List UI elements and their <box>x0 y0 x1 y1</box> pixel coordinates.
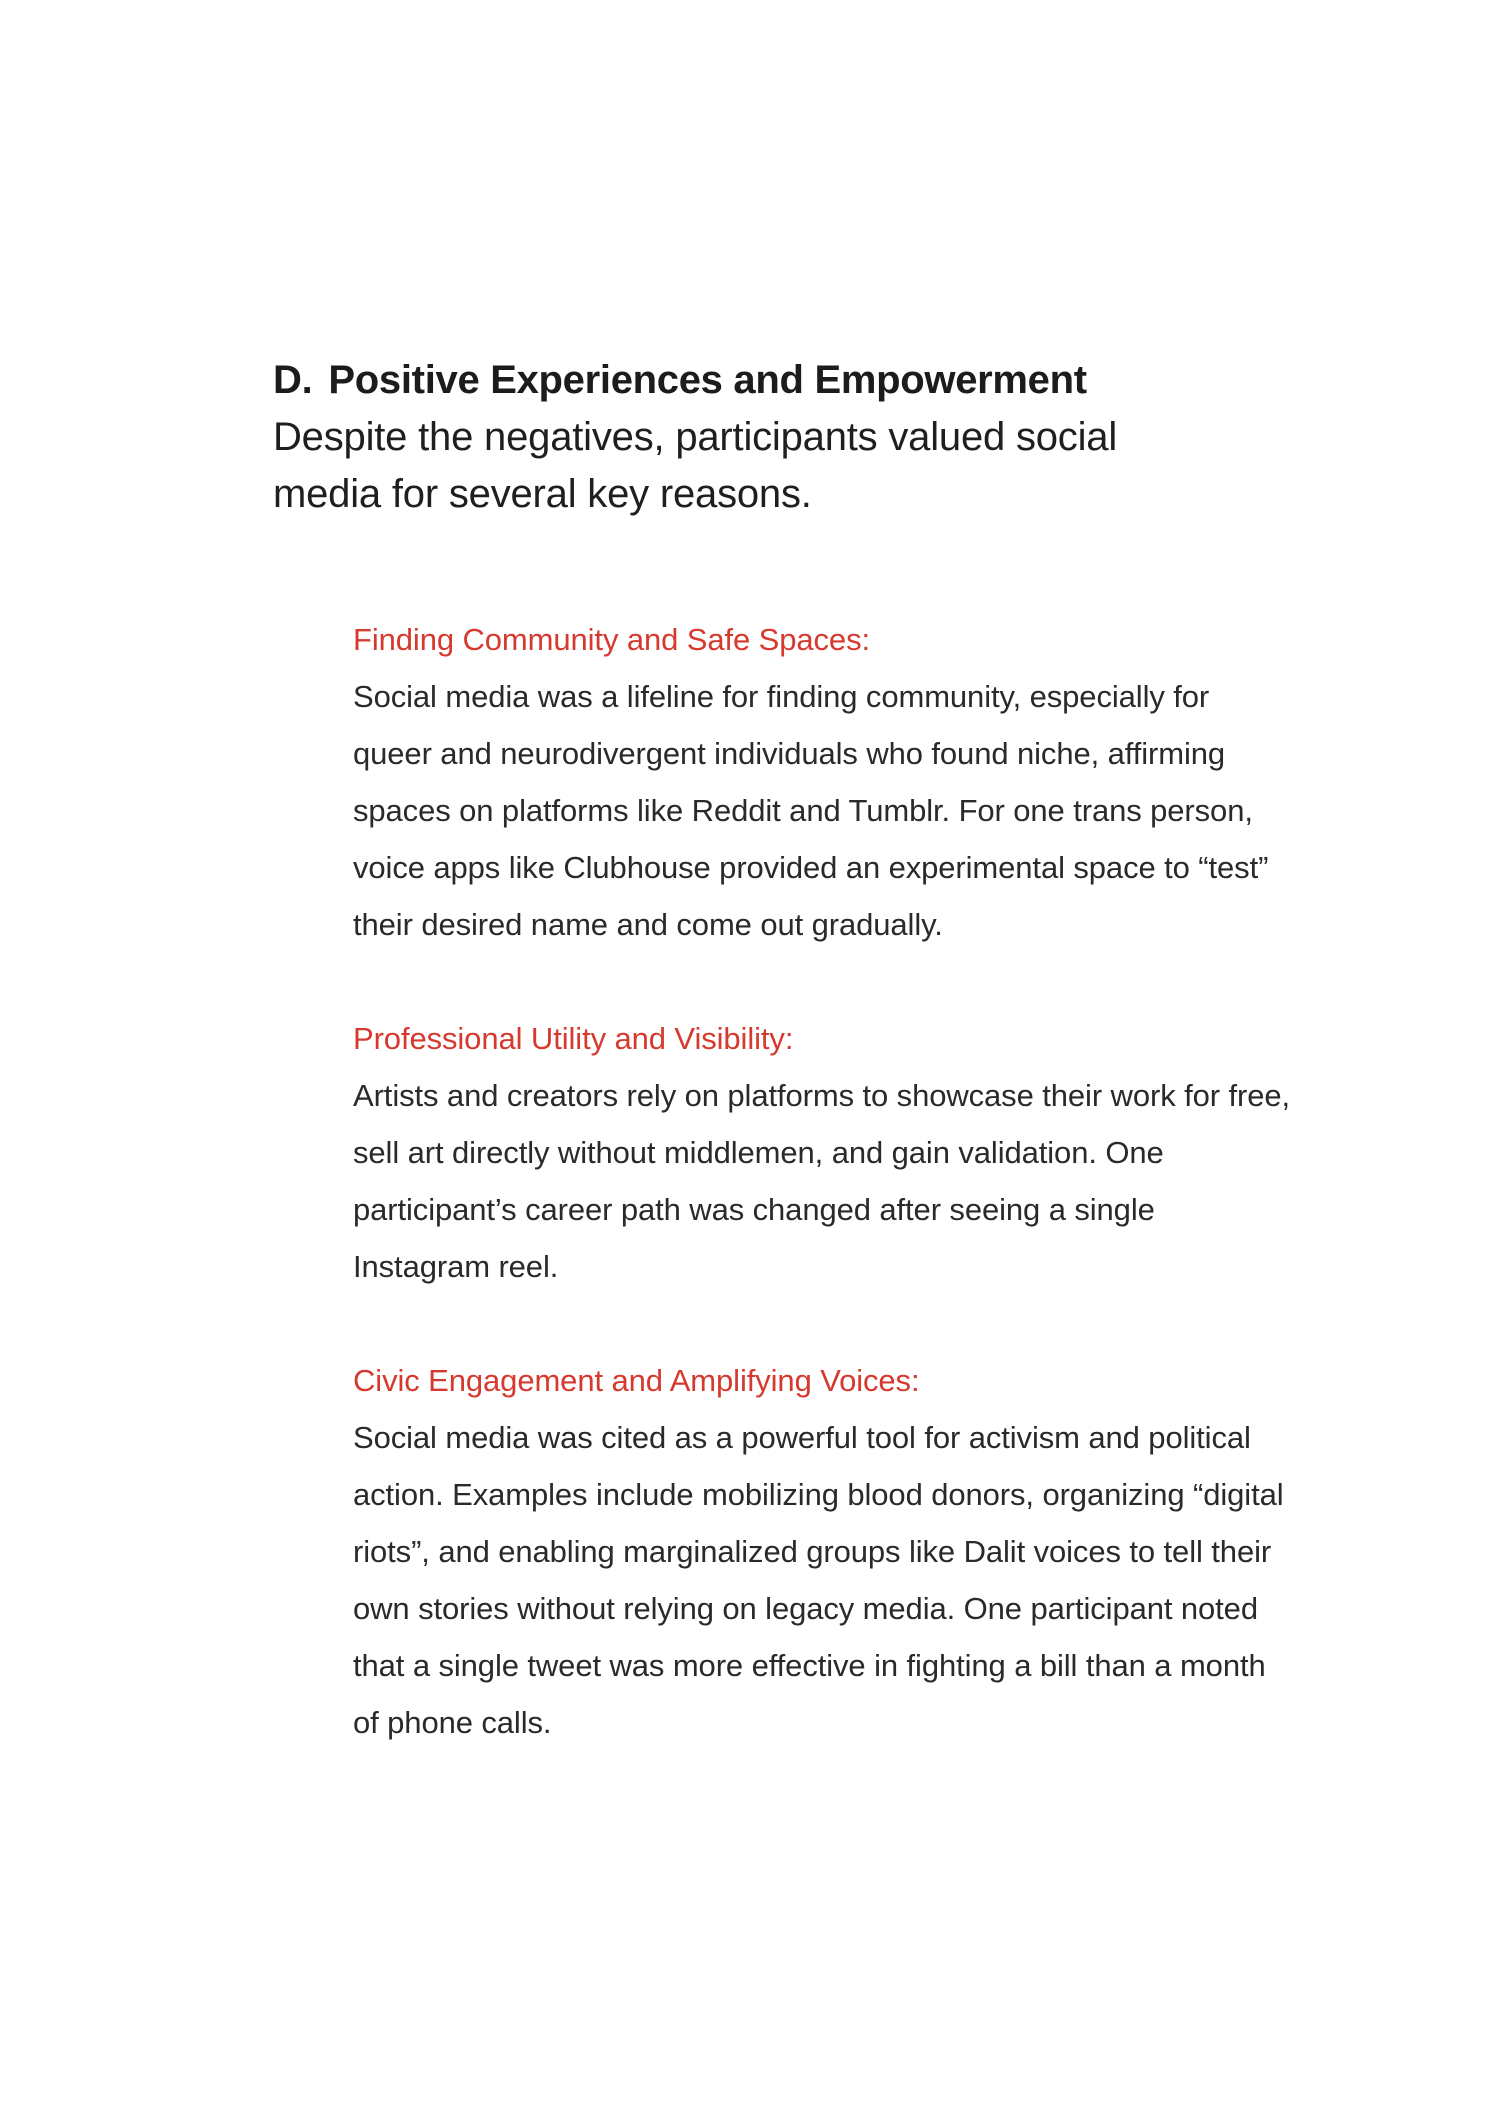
finding-civic <box>353 1352 1293 1751</box>
finding-professional <box>353 1010 1293 1295</box>
section-intro: Despite the negatives, participants valued social media for several key reasons. <box>273 415 1118 516</box>
findings-list <box>353 611 1293 1808</box>
finding-title: Professional Utility and Visibility: <box>353 1021 794 1056</box>
finding-body: Social media was a lifeline for finding community, especially for queer and neurodivergent individuals who found niche, affirming spaces on platforms like Reddit and Tumblr. For one trans person, voice apps like Clubhouse provided an experimental space to “test” their desired name and come out gradually. <box>353 679 1269 942</box>
finding-title: Civic Engagement and Amplifying Voices: <box>353 1363 920 1398</box>
finding-title: Finding Community and Safe Spaces: <box>353 622 870 657</box>
finding-community <box>353 611 1293 953</box>
section-title: Positive Experiences and Empowerment <box>328 358 1087 402</box>
section-letter: D. <box>273 358 313 402</box>
finding-body: Social media was cited as a powerful tool for activism and political action. Examples include mobilizing blood donors, organizing “digital riots”, and enabling marginalized groups like Dalit voices to tell their own stories without relying on legacy media. One participant noted that a single tweet was more effective in fighting a bill than a month of phone calls. <box>353 1420 1284 1740</box>
section-heading <box>273 355 1273 405</box>
finding-body: Artists and creators rely on platforms to showcase their work for free, sell art directly without middlemen, and gain validation. One participant’s career path was changed after seeing a single Instagram reel. <box>353 1078 1291 1284</box>
